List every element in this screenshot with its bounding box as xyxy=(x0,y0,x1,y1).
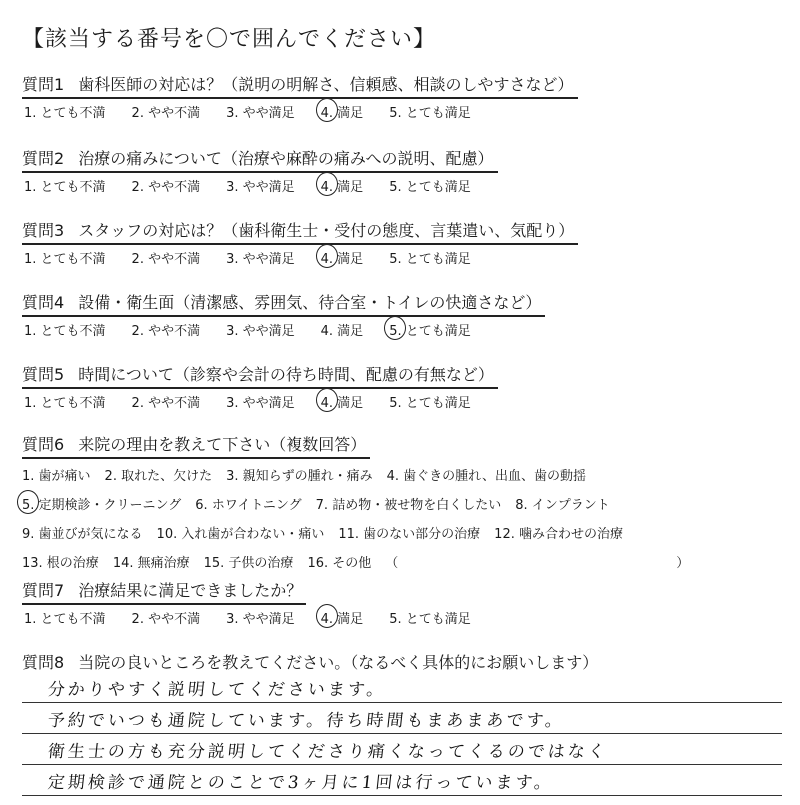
reason-9[interactable]: 9. 歯並びが気になる xyxy=(22,527,143,542)
option-2[interactable]: 2. やや不満 xyxy=(131,106,201,121)
question-text: スタッフの対応は？（歯科衛生士・受付の態度、言葉遣い、気配り） xyxy=(78,221,575,240)
question-number: 質問7 xyxy=(22,581,65,600)
handwritten-answer: 定期検診で通院とのことで3ヶ月に1回は行っています。 xyxy=(46,773,556,793)
option-4-circled[interactable]: 4. 満足 xyxy=(321,176,364,195)
option-2[interactable]: 2. やや不満 xyxy=(131,396,201,411)
answer-line-4[interactable] xyxy=(22,765,782,796)
reason-11[interactable]: 11. 歯のない部分の治療 xyxy=(338,527,481,542)
option-1[interactable]: 1. とても不満 xyxy=(24,324,106,339)
question-1 xyxy=(22,72,782,121)
option-4-circled[interactable]: 4. 満足 xyxy=(321,392,364,411)
question-title xyxy=(22,578,306,605)
question-text: 時間について（診察や会計の待ち時間、配慮の有無など） xyxy=(78,365,494,384)
option-3[interactable]: 3. やや満足 xyxy=(226,252,295,267)
handwritten-answer: 予約でいつも通院しています。待ち時間もまあまあです。 xyxy=(46,711,567,731)
option-4[interactable]: 4. 満足 xyxy=(320,324,364,339)
question-4 xyxy=(22,290,782,339)
option-1[interactable]: 1. とても不満 xyxy=(24,612,106,627)
option-3[interactable]: 3. やや満足 xyxy=(226,396,295,411)
question-number: 質問4 xyxy=(22,293,65,312)
question-3 xyxy=(22,218,782,267)
question-text: 来院の理由を教えて下さい（複数回答） xyxy=(78,435,367,454)
reason-6[interactable]: 6. ホワイトニング xyxy=(195,498,302,513)
reason-2[interactable]: 2. 取れた、欠けた xyxy=(104,469,213,484)
reason-5-circled[interactable]: 5. 定期検診・クリーニング xyxy=(22,494,181,513)
other-paren-close: ） xyxy=(676,556,690,571)
option-1[interactable]: 1. とても不満 xyxy=(24,106,106,121)
option-2[interactable]: 2. やや不満 xyxy=(131,324,201,339)
option-2[interactable]: 2. やや不満 xyxy=(131,612,201,627)
answer-line-3[interactable] xyxy=(22,734,782,765)
multi-options xyxy=(22,465,782,571)
question-number: 質問5 xyxy=(22,365,65,384)
answer-options xyxy=(22,320,782,339)
reason-15[interactable]: 15. 子供の治療 xyxy=(203,556,294,571)
reason-8[interactable]: 8. インプラント xyxy=(515,498,610,513)
option-row xyxy=(22,523,782,542)
other-blank-field[interactable] xyxy=(412,552,662,571)
option-5[interactable]: 5. とても満足 xyxy=(389,180,471,195)
option-5[interactable]: 5. とても満足 xyxy=(389,106,471,121)
option-row xyxy=(22,494,782,513)
question-title xyxy=(22,72,578,99)
question-number: 質問1 xyxy=(22,75,65,94)
option-row xyxy=(22,465,782,484)
question-title xyxy=(22,146,498,173)
option-3[interactable]: 3. やや満足 xyxy=(226,180,295,195)
answer-options xyxy=(22,176,782,195)
free-answer-lines xyxy=(22,672,782,796)
option-4-circled[interactable]: 4. 満足 xyxy=(321,248,364,267)
option-4-circled[interactable]: 4. 満足 xyxy=(321,608,364,627)
reason-10[interactable]: 10. 入れ歯が合わない・痛い xyxy=(156,527,325,542)
option-3[interactable]: 3. やや満足 xyxy=(226,324,295,339)
other-paren-open: （ xyxy=(385,556,399,571)
answer-options xyxy=(22,102,782,121)
question-number: 質問2 xyxy=(22,149,65,168)
question-text: 治療の痛みについて（治療や麻酔の痛みへの説明、配慮） xyxy=(78,149,494,168)
option-5[interactable]: 5. とても満足 xyxy=(389,252,471,267)
handwritten-answer: 衛生士の方も充分説明してくださり痛くなってくるのではなく xyxy=(46,742,609,762)
question-6 xyxy=(22,432,782,581)
question-2 xyxy=(22,146,782,195)
option-5[interactable]: 5. とても満足 xyxy=(389,612,471,627)
reason-14[interactable]: 14. 無痛治療 xyxy=(112,556,190,571)
question-title xyxy=(22,432,370,459)
option-3[interactable]: 3. やや満足 xyxy=(226,612,295,627)
answer-options xyxy=(22,392,782,411)
question-title xyxy=(22,362,498,389)
question-7 xyxy=(22,578,782,627)
reason-16[interactable]: 16. その他 xyxy=(307,556,372,571)
option-2[interactable]: 2. やや不満 xyxy=(131,180,201,195)
instruction-header: 【該当する番号を〇で囲んでください】 xyxy=(22,27,437,52)
answer-options xyxy=(22,248,782,267)
reason-13[interactable]: 13. 根の治療 xyxy=(22,556,99,571)
question-title xyxy=(22,218,578,245)
question-text: 設備・衛生面（清潔感、雰囲気、待合室・トイレの快適さなど） xyxy=(78,293,542,312)
option-1[interactable]: 1. とても不満 xyxy=(24,180,106,195)
question-number: 質問8 xyxy=(22,653,65,672)
option-row xyxy=(22,552,782,571)
option-1[interactable]: 1. とても不満 xyxy=(24,396,106,411)
reason-4[interactable]: 4. 歯ぐきの腫れ、出血、歯の動揺 xyxy=(386,469,586,484)
question-text: 治療結果に満足できましたか？ xyxy=(78,581,303,600)
question-number: 質問3 xyxy=(22,221,65,240)
answer-line-2[interactable] xyxy=(22,703,782,734)
option-1[interactable]: 1. とても不満 xyxy=(24,252,106,267)
reason-3[interactable]: 3. 親知らずの腫れ・痛み xyxy=(226,469,373,484)
option-2[interactable]: 2. やや不満 xyxy=(131,252,201,267)
reason-12[interactable]: 12. 噛み合わせの治療 xyxy=(494,527,623,542)
question-text: 歯科医師の対応は？（説明の明解さ、信頼感、相談のしやすさなど） xyxy=(78,75,574,94)
question-5 xyxy=(22,362,782,411)
option-3[interactable]: 3. やや満足 xyxy=(226,106,295,121)
option-4-circled[interactable]: 4. 満足 xyxy=(321,102,364,121)
option-5[interactable]: 5. とても満足 xyxy=(389,396,471,411)
question-number: 質問6 xyxy=(22,435,65,454)
answer-options xyxy=(22,608,782,627)
reason-1[interactable]: 1. 歯が痛い xyxy=(22,469,91,484)
question-title xyxy=(22,290,545,317)
question-text: 当院の良いところを教えてください。（なるべく具体的にお願いします） xyxy=(78,653,599,672)
answer-line-1[interactable] xyxy=(22,672,782,703)
reason-7[interactable]: 7. 詰め物・被せ物を白くしたい xyxy=(315,498,502,513)
option-5-circled[interactable]: 5. とても満足 xyxy=(389,320,471,339)
handwritten-answer: 分かりやすく説明してくださいます。 xyxy=(46,680,388,700)
